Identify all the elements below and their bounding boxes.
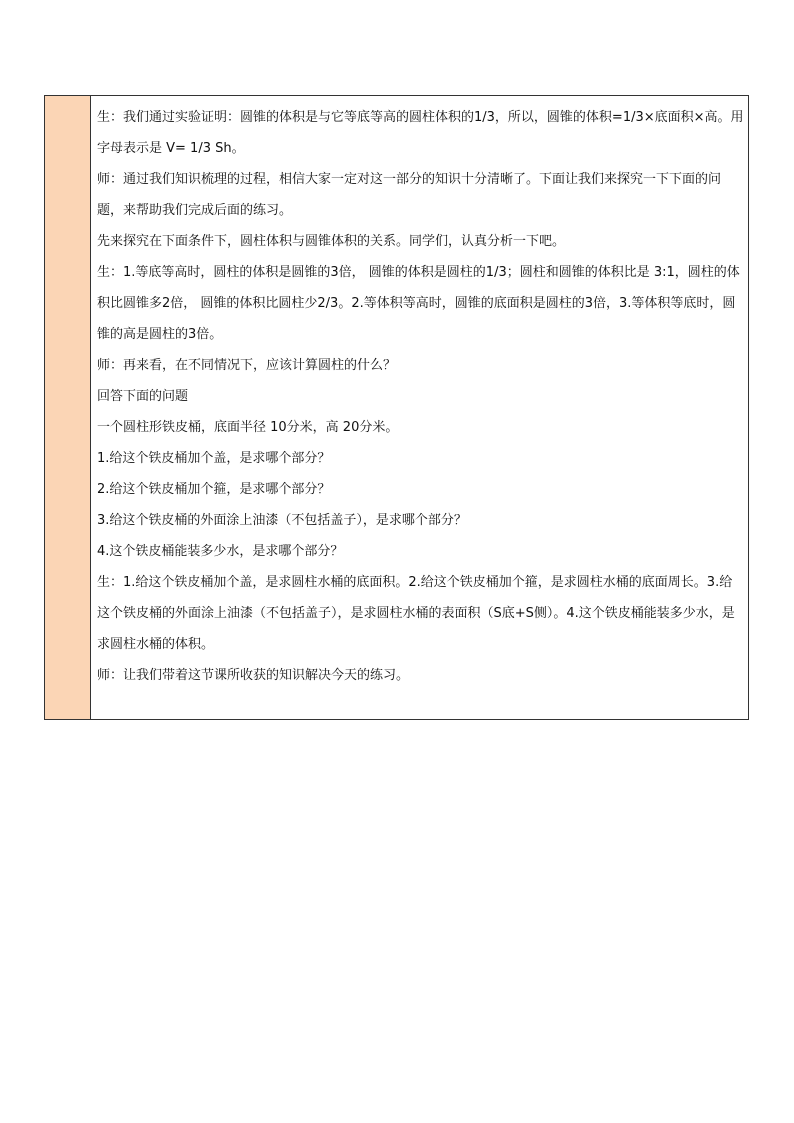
paragraph-question-3: 3.给这个铁皮桶的外面涂上油漆（不包括盖子），是求哪个部分？ <box>97 513 467 528</box>
paragraph-question-1: 1.给这个铁皮桶加个盖，是求哪个部分？ <box>97 451 331 466</box>
paragraph-explore-relation: 先来探究在下面条件下，圆柱体积与圆锥体积的关系。同学们，认真分析一下吧。 <box>97 234 566 249</box>
paragraph-student-answers: 生：1.给这个铁皮桶加个盖，是求圆柱水桶的底面积。2.给这个铁皮桶加个箍，是求圆柱水桶的底面周长。3.给这个铁皮桶的外面涂上油漆（不包括盖子），是求圆柱水桶的表面积（S底+S侧）。4.这个铁皮桶能装多少水，是求圆柱水桶的体积。 <box>97 575 735 652</box>
paragraph-question-2: 2.给这个铁皮桶加个箍，是求哪个部分？ <box>97 482 331 497</box>
paragraph-answer-heading: 回答下面的问题 <box>97 389 189 404</box>
paragraph-question-4: 4.这个铁皮桶能装多少水，是求哪个部分？ <box>97 544 344 559</box>
paragraph-teacher-explore: 师：通过我们知识梳理的过程，相信大家一定对这一部分的知识十分清晰了。下面让我们来探究一下下面的问题，来帮助我们完成后面的练习。 <box>97 172 722 218</box>
table-side-cell <box>45 96 91 719</box>
paragraph-student-cone-volume: 生：我们通过实验证明：圆锥的体积是与它等底等高的圆柱体积的1/3，所以，圆锥的体积=1/3×底面积×高。用字母表示是 V= 1/3 Sh。 <box>97 110 744 156</box>
paragraph-teacher-question: 师：再来看，在不同情况下，应该计算圆柱的什么？ <box>97 358 397 373</box>
paragraph-teacher-closing: 师：让我们带着这节课所收获的知识解决今天的练习。 <box>97 668 410 683</box>
paragraph-problem-statement: 一个圆柱形铁皮桶，底面半径 10分米，高 20分米。 <box>97 420 399 435</box>
paragraph-student-relation: 生：1.等底等高时，圆柱的体积是圆锥的3倍， 圆锥的体积是圆柱的1/3；圆柱和圆锥的体积比是 3:1，圆柱的体积比圆锥多2倍， 圆锥的体积比圆柱少2/3。2.等体积等高时，圆锥的底面积是圆柱的3倍，3.等体积等底时，圆锥的高是圆柱的3倍。 <box>97 265 740 342</box>
lesson-table <box>44 95 749 720</box>
table-content-cell <box>91 96 748 719</box>
